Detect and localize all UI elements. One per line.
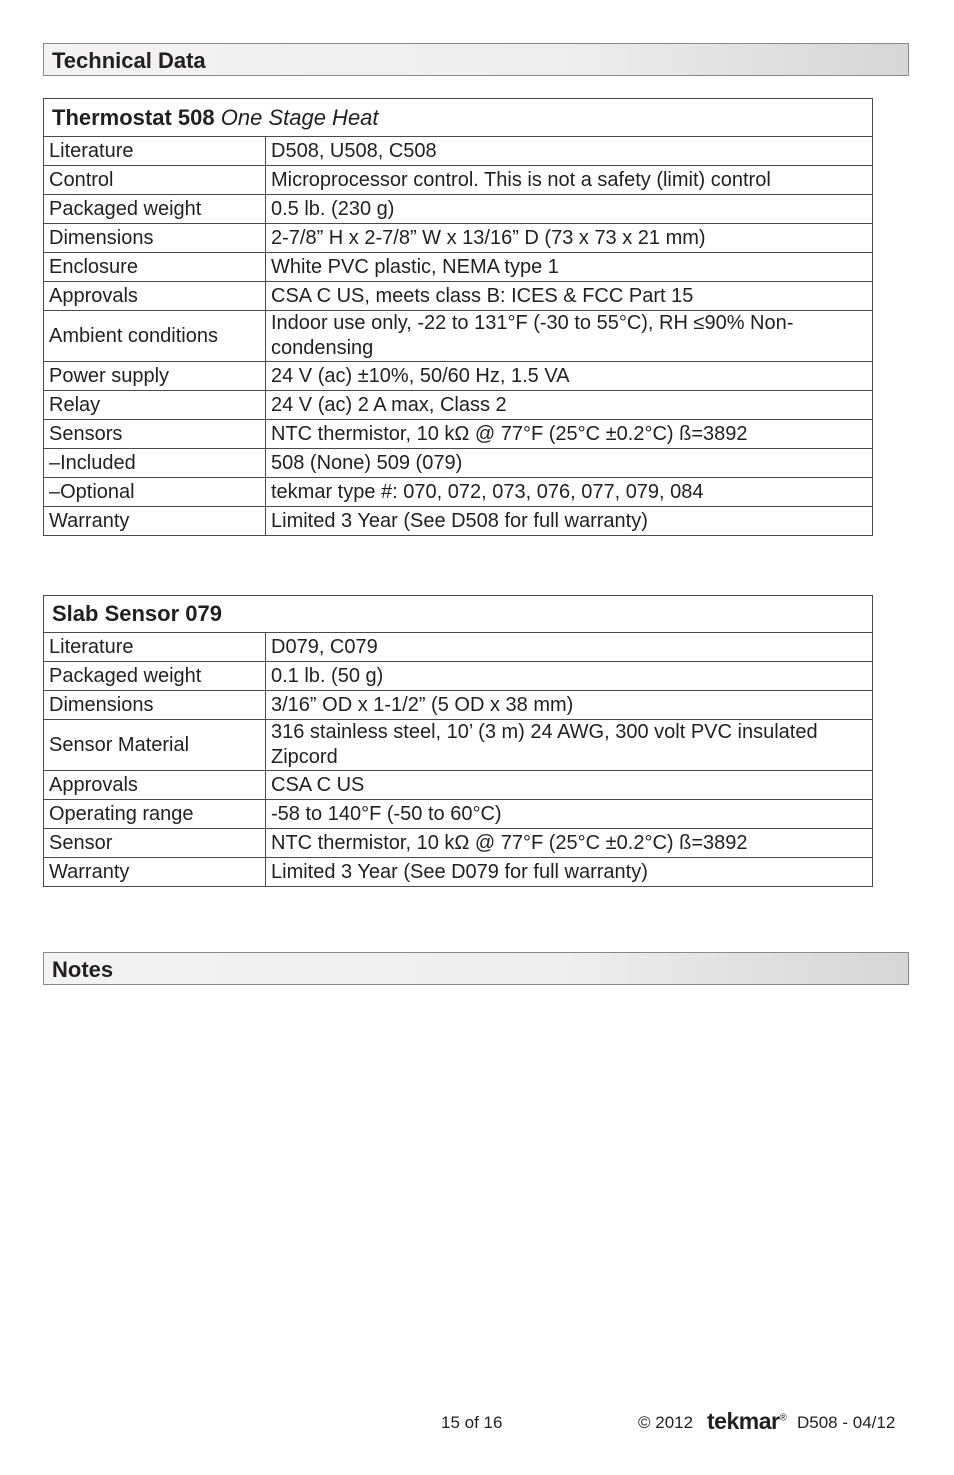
spec-label: Sensor bbox=[44, 829, 266, 858]
spec-label: Dimensions bbox=[44, 691, 266, 720]
spec-value: -58 to 140°F (-50 to 60°C) bbox=[266, 800, 873, 829]
slab-sensor-spec-table bbox=[43, 595, 873, 887]
table-row bbox=[44, 224, 873, 253]
spec-label: Ambient conditions bbox=[44, 311, 266, 362]
spec-value: 0.1 lb. (50 g) bbox=[266, 662, 873, 691]
table-row bbox=[44, 282, 873, 311]
slab-sensor-rows bbox=[44, 633, 873, 887]
table-row bbox=[44, 858, 873, 887]
table-row bbox=[44, 391, 873, 420]
spec-label: Packaged weight bbox=[44, 195, 266, 224]
table-row bbox=[44, 195, 873, 224]
spec-label: Literature bbox=[44, 137, 266, 166]
spec-label: –Included bbox=[44, 449, 266, 478]
spec-value: tekmar type #: 070, 072, 073, 076, 077, 079, 084 bbox=[266, 478, 873, 507]
table-row bbox=[44, 478, 873, 507]
spec-label: Approvals bbox=[44, 771, 266, 800]
document-code: D508 - 04/12 bbox=[797, 1413, 896, 1432]
spec-value: Indoor use only, -22 to 131°F (-30 to 55°C), RH ≤90% Non-condensing bbox=[266, 311, 873, 362]
technical-data-title: Technical Data bbox=[52, 48, 206, 73]
spec-value: Limited 3 Year (See D079 for full warranty) bbox=[266, 858, 873, 887]
thermostat-subtitle: One Stage Heat bbox=[220, 104, 379, 130]
table-row bbox=[44, 311, 873, 362]
spec-label: Control bbox=[44, 166, 266, 195]
thermostat-spec-table bbox=[43, 98, 873, 536]
table-row bbox=[44, 166, 873, 195]
table-row bbox=[44, 362, 873, 391]
slab-sensor-name: Slab Sensor 079 bbox=[52, 601, 222, 626]
spec-label: Enclosure bbox=[44, 253, 266, 282]
tekmar-logo bbox=[707, 1408, 786, 1435]
table-row bbox=[44, 771, 873, 800]
slab-sensor-table-title bbox=[44, 596, 873, 633]
thermostat-table-title bbox=[44, 99, 873, 137]
spec-value: D079, C079 bbox=[266, 633, 873, 662]
table-row bbox=[44, 662, 873, 691]
spec-value: 3/16” OD x 1-1/2” (5 OD x 38 mm) bbox=[266, 691, 873, 720]
spec-value: 24 V (ac) 2 A max, Class 2 bbox=[266, 391, 873, 420]
technical-data-header bbox=[43, 43, 909, 76]
spec-label: Packaged weight bbox=[44, 662, 266, 691]
table-row bbox=[44, 691, 873, 720]
spec-value: Limited 3 Year (See D508 for full warranty) bbox=[266, 507, 873, 536]
thermostat-rows bbox=[44, 137, 873, 536]
notes-header bbox=[43, 952, 909, 985]
spec-label: Power supply bbox=[44, 362, 266, 391]
spec-value: Microprocessor control. This is not a safety (limit) control bbox=[266, 166, 873, 195]
spec-label: Sensor Material bbox=[44, 720, 266, 771]
page-number: 15 of 16 bbox=[441, 1413, 503, 1432]
table-row bbox=[44, 829, 873, 858]
spec-value: NTC thermistor, 10 kΩ @ 77°F (25°C ±0.2°C) ß=3892 bbox=[266, 829, 873, 858]
table-row bbox=[44, 720, 873, 771]
spec-value: 2-7/8” H x 2-7/8” W x 13/16” D (73 x 73 x 21 mm) bbox=[266, 224, 873, 253]
brand-name: tekmar bbox=[707, 1408, 780, 1434]
spec-label: Warranty bbox=[44, 858, 266, 887]
spec-value: CSA C US, meets class B: ICES & FCC Part 15 bbox=[266, 282, 873, 311]
table-row bbox=[44, 420, 873, 449]
spec-value: 24 V (ac) ±10%, 50/60 Hz, 1.5 VA bbox=[266, 362, 873, 391]
thermostat-name: Thermostat 508 bbox=[52, 104, 215, 130]
registered-mark: ® bbox=[779, 1412, 787, 1424]
spec-label: Approvals bbox=[44, 282, 266, 311]
spec-label: Literature bbox=[44, 633, 266, 662]
table-row bbox=[44, 137, 873, 166]
table-row bbox=[44, 507, 873, 536]
spec-value: D508, U508, C508 bbox=[266, 137, 873, 166]
table-row bbox=[44, 253, 873, 282]
copyright: © 2012 bbox=[638, 1413, 694, 1432]
spec-label: Relay bbox=[44, 391, 266, 420]
spec-label: Warranty bbox=[44, 507, 266, 536]
spec-value: CSA C US bbox=[266, 771, 873, 800]
spec-label: –Optional bbox=[44, 478, 266, 507]
table-row bbox=[44, 449, 873, 478]
spec-value: 0.5 lb. (230 g) bbox=[266, 195, 873, 224]
spec-label: Operating range bbox=[44, 800, 266, 829]
spec-value: White PVC plastic, NEMA type 1 bbox=[266, 253, 873, 282]
spec-value: 316 stainless steel, 10’ (3 m) 24 AWG, 300 volt PVC insulated Zipcord bbox=[266, 720, 873, 771]
notes-title: Notes bbox=[52, 957, 114, 982]
spec-value: 508 (None) 509 (079) bbox=[266, 449, 873, 478]
spec-label: Sensors bbox=[44, 420, 266, 449]
spec-label: Dimensions bbox=[44, 224, 266, 253]
table-row bbox=[44, 800, 873, 829]
table-row bbox=[44, 633, 873, 662]
spec-value: NTC thermistor, 10 kΩ @ 77°F (25°C ±0.2°C) ß=3892 bbox=[266, 420, 873, 449]
